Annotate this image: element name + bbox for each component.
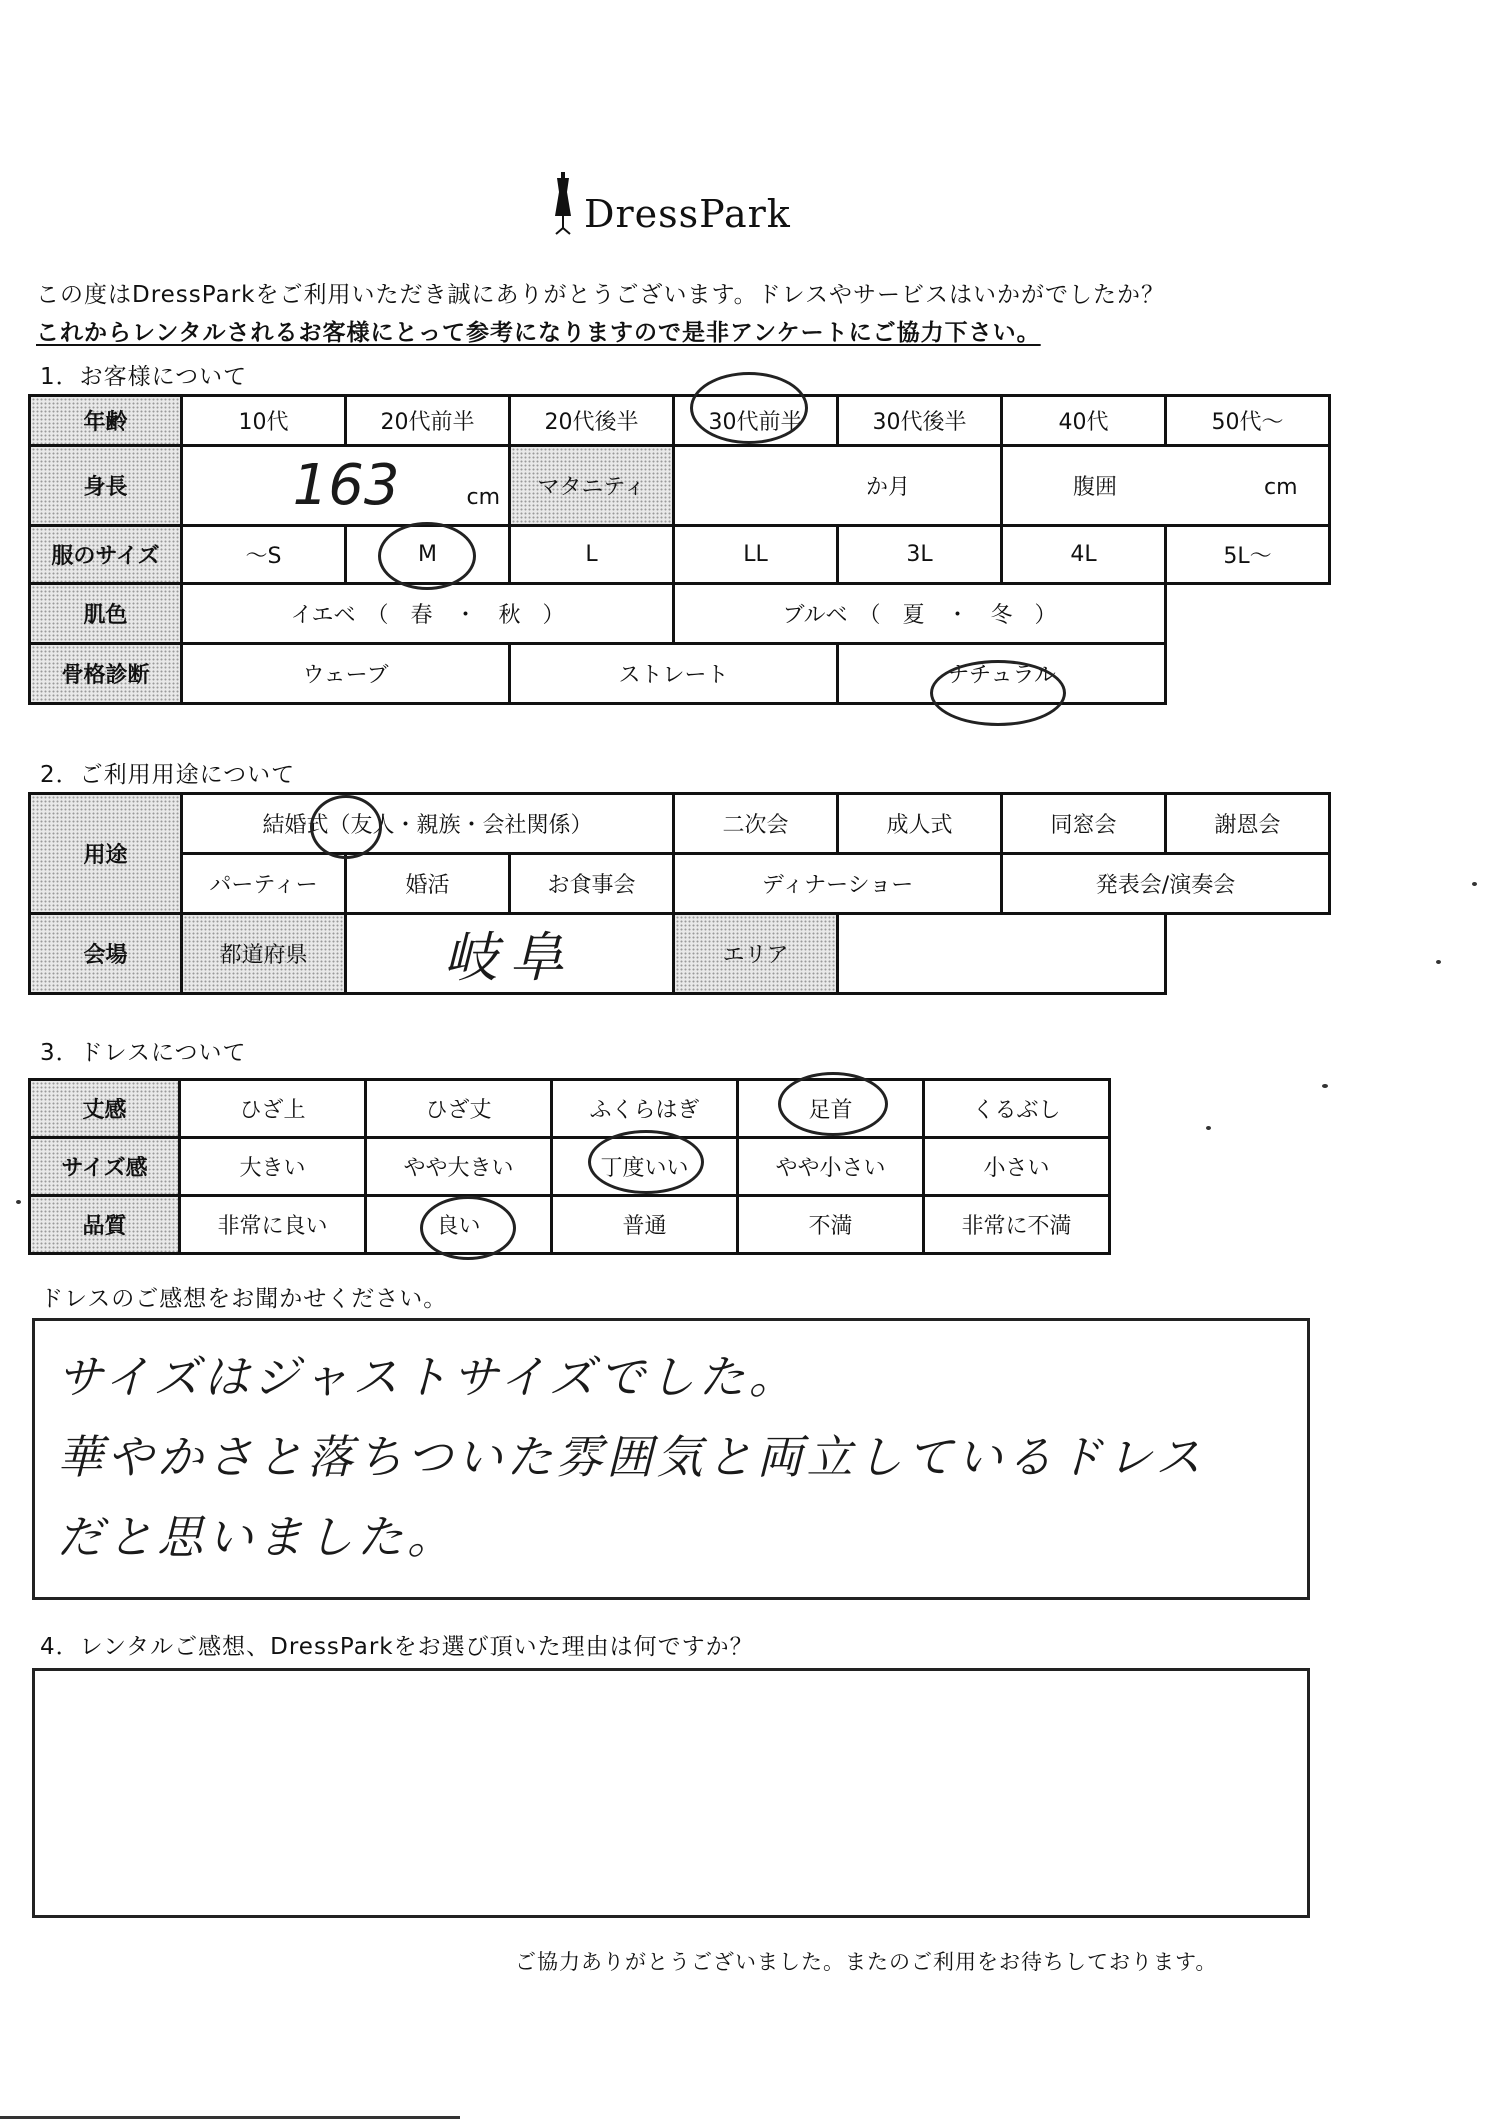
comment-prompt: ドレスのご感想をお聞かせください。 (40, 1286, 448, 1312)
section1-title: 1．お客様について (40, 364, 248, 390)
brand-logo (548, 172, 791, 236)
skin-label: 肌色 (30, 584, 182, 644)
purpose-table (28, 792, 1331, 995)
quality-option[interactable]: 不満 (738, 1196, 924, 1254)
scan-speck (1206, 1126, 1211, 1130)
prefecture-label: 都道府県 (182, 914, 346, 994)
scan-edge-line (0, 2116, 460, 2119)
frame-label: 骨格診断 (30, 644, 182, 704)
age-option[interactable]: 30代後半 (838, 396, 1002, 446)
comment-line: だと思いました。 (57, 1510, 457, 1564)
fit-option[interactable]: やや小さい (738, 1138, 924, 1196)
purpose-option[interactable]: パーティー (182, 854, 346, 914)
purpose-option[interactable]: 同窓会 (1002, 794, 1166, 854)
frame-option-selected[interactable]: ナチュラル (838, 644, 1166, 704)
purpose-label: 用途 (30, 794, 182, 914)
dress-table (28, 1078, 1111, 1255)
age-option[interactable]: 10代 (182, 396, 346, 446)
length-option[interactable]: ふくらはぎ (552, 1080, 738, 1138)
height-label: 身長 (30, 446, 182, 526)
comment-line: サイズはジャストサイズでした。 (57, 1350, 799, 1404)
age-option[interactable]: 20代前半 (346, 396, 510, 446)
dress-icon (548, 172, 578, 236)
size-option[interactable]: 4L (1002, 526, 1166, 584)
intro-request: これからレンタルされるお客様にとって参考になりますので是非アンケートにご協力下さい。 (36, 320, 1041, 346)
customer-table (28, 394, 1331, 705)
area-label: エリア (674, 914, 838, 994)
maternity-label: マタニティ (510, 446, 674, 526)
height-value: 163 (292, 453, 400, 518)
height-field[interactable] (182, 446, 510, 526)
brand-name: DressPark (584, 192, 791, 236)
age-option-selected[interactable]: 30代前半 (674, 396, 838, 446)
purpose-option[interactable]: 二次会 (674, 794, 838, 854)
waist-unit: cm (1264, 475, 1298, 500)
size-option[interactable]: 5L～ (1166, 526, 1330, 584)
age-option[interactable]: 20代後半 (510, 396, 674, 446)
size-option[interactable]: LL (674, 526, 838, 584)
scan-speck (1436, 960, 1441, 964)
purpose-option-wedding[interactable]: 結婚式（友人・親族・会社関係） (182, 794, 674, 854)
age-option[interactable]: 40代 (1002, 396, 1166, 446)
fit-option[interactable]: 小さい (924, 1138, 1110, 1196)
prefecture-value: 岐阜 (443, 926, 576, 989)
waist-label: 腹囲 (1073, 475, 1118, 500)
purpose-option[interactable]: 婚活 (346, 854, 510, 914)
length-option[interactable]: ひざ上 (180, 1080, 366, 1138)
scan-speck (16, 1200, 21, 1204)
length-label: 丈感 (30, 1080, 180, 1138)
area-field[interactable] (838, 914, 1166, 994)
age-option[interactable]: 50代～ (1166, 396, 1330, 446)
purpose-option[interactable]: 謝恩会 (1166, 794, 1330, 854)
scan-speck (1322, 1084, 1328, 1088)
comment-line: 華やかさと落ちついた雰囲気と両立しているドレス (57, 1430, 1206, 1484)
footer-message: ご協力ありがとうございました。またのご利用をお待ちしております。 (515, 1950, 1218, 1974)
fit-option[interactable]: 大きい (180, 1138, 366, 1196)
purpose-option[interactable]: 発表会/演奏会 (1002, 854, 1330, 914)
scan-speck (1472, 882, 1477, 886)
quality-option-selected[interactable]: 良い (366, 1196, 552, 1254)
skin-yellow-option[interactable]: イエベ （ 春 ・ 秋 ） (182, 584, 674, 644)
quality-option[interactable]: 非常に不満 (924, 1196, 1110, 1254)
length-option-selected[interactable]: 足首 (738, 1080, 924, 1138)
size-option[interactable]: ～S (182, 526, 346, 584)
purpose-option[interactable]: お食事会 (510, 854, 674, 914)
size-label: 服のサイズ (30, 526, 182, 584)
size-option[interactable]: L (510, 526, 674, 584)
length-option[interactable]: ひざ丈 (366, 1080, 552, 1138)
size-option[interactable]: 3L (838, 526, 1002, 584)
venue-label: 会場 (30, 914, 182, 994)
height-unit: cm (466, 485, 500, 510)
intro-text: この度はDressParkをご利用いただき誠にありがとうございます。ドレスやサービスはいかがでしたか？ (36, 282, 1165, 308)
age-label: 年齢 (30, 396, 182, 446)
length-option[interactable]: くるぶし (924, 1080, 1110, 1138)
frame-option[interactable]: ウェーブ (182, 644, 510, 704)
fit-option[interactable]: やや大きい (366, 1138, 552, 1196)
fit-label: サイズ感 (30, 1138, 180, 1196)
section4-title: 4．レンタルご感想、DressParkをお選び頂いた理由は何ですか？ (40, 1634, 754, 1660)
prefecture-field[interactable] (346, 914, 674, 994)
fit-option-selected[interactable]: 丁度いい (552, 1138, 738, 1196)
skin-blue-option[interactable]: ブルベ （ 夏 ・ 冬 ） (674, 584, 1166, 644)
section3-title: 3．ドレスについて (40, 1040, 247, 1066)
quality-option[interactable]: 普通 (552, 1196, 738, 1254)
purpose-option[interactable]: 成人式 (838, 794, 1002, 854)
waist-field[interactable] (1002, 446, 1330, 526)
purpose-option[interactable]: ディナーショー (674, 854, 1002, 914)
section2-title: 2．ご利用用途について (40, 762, 296, 788)
size-option-selected[interactable]: M (346, 526, 510, 584)
frame-option[interactable]: ストレート (510, 644, 838, 704)
rental-comment-box[interactable] (32, 1668, 1310, 1918)
quality-option[interactable]: 非常に良い (180, 1196, 366, 1254)
dress-comment-box[interactable] (32, 1318, 1310, 1600)
maternity-months[interactable]: か月 (674, 446, 1002, 526)
quality-label: 品質 (30, 1196, 180, 1254)
